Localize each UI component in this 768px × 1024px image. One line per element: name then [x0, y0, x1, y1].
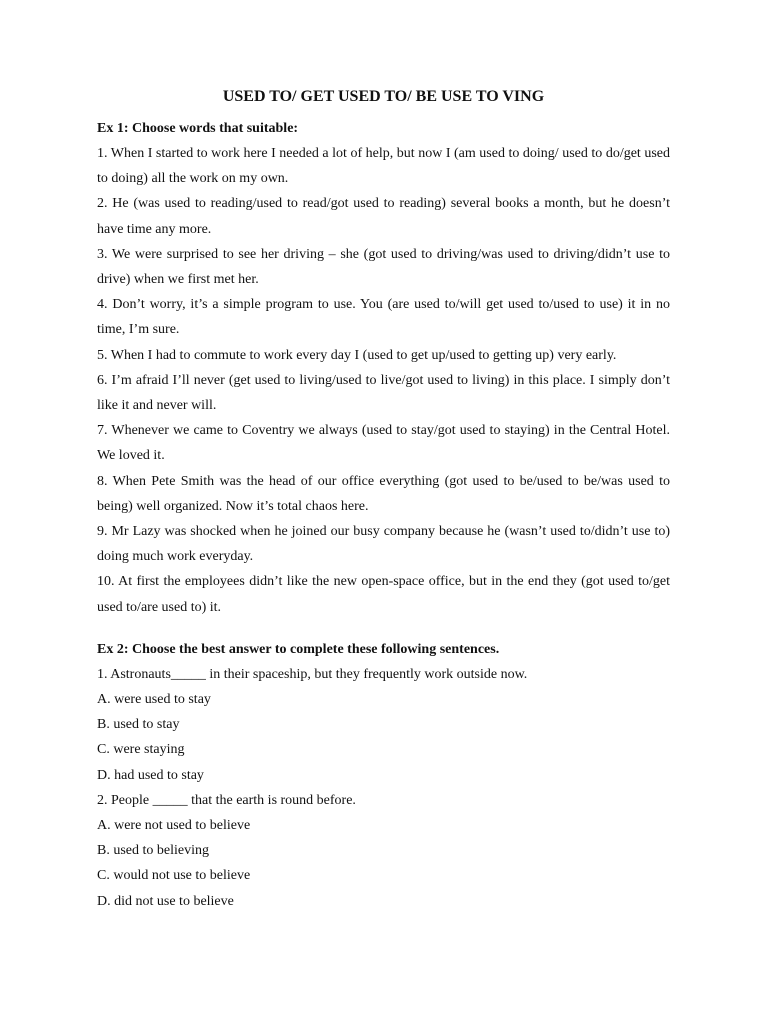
answer-option-a: A. were used to stay: [97, 692, 211, 708]
exercise-1-item: 6. I’m afraid I’ll never (get used to living/used to live/got used to living) in this place. I simply don’t like it and never will.: [97, 372, 670, 414]
exercise-2: [97, 637, 670, 914]
question-2: [97, 788, 670, 914]
answer-option-c: C. would not use to believe: [97, 868, 251, 884]
exercise-1-item: 8. When Pete Smith was the head of our office everything (got used to be/used to be/was used to being) well organized. Now it’s total chaos here.: [97, 473, 670, 514]
answer-option-a: A. were not used to believe: [97, 818, 251, 834]
exercise-1-item: 2. He (was used to reading/used to read/got used to reading) several books a month, but he doesn’t have time any more.: [97, 196, 670, 237]
section-spacer: [97, 620, 670, 637]
answer-option-c: C. were staying: [97, 742, 185, 758]
exercise-2-heading: Ex 2: Choose the best answer to complete these following sentences.: [97, 641, 500, 657]
exercise-1-item: 3. We were surprised to see her driving – she (got used to driving/was used to driving/didn’t use to drive) when we first met her.: [97, 246, 670, 288]
answer-option-b: B. used to believing: [97, 843, 209, 859]
question-text: 2. People _____ that the earth is round before.: [97, 792, 356, 808]
exercise-1-item: 5. When I had to commute to work every day I (used to get up/used to getting up) very early.: [97, 347, 617, 363]
exercise-1: [97, 116, 670, 620]
worksheet-title: USED TO/ GET USED TO/ BE USE TO VING: [222, 88, 545, 105]
exercise-1-item: 10. At first the employees didn’t like the new open-space office, but in the end they (got used to/get used to/are used to) it.: [97, 574, 670, 615]
exercise-1-heading: Ex 1: Choose words that suitable:: [97, 121, 299, 136]
exercise-1-item: 4. Don’t worry, it’s a simple program to use. You (are used to/will get used to/used to use) it in no time, I’m sure.: [97, 297, 670, 338]
exercise-1-item: 1. When I started to work here I needed a lot of help, but now I (am used to doing/ used to do/get used to doing) all the work on my own.: [97, 146, 670, 187]
exercise-1-item: 7. Whenever we came to Coventry we always (used to stay/got used to staying) in the Central Hotel. We loved it.: [97, 423, 670, 464]
answer-option-b: B. used to stay: [97, 717, 180, 733]
question-1: [97, 662, 670, 788]
answer-option-d: D. had used to stay: [97, 767, 204, 783]
exercise-1-item: 9. Mr Lazy was shocked when he joined our busy company because he (wasn’t used to/didn’t use to) doing much work everyday.: [97, 524, 670, 565]
question-text: 1. Astronauts_____ in their spaceship, but they frequently work outside now.: [97, 666, 528, 682]
worksheet-page: [97, 86, 670, 914]
answer-option-d: D. did not use to believe: [97, 893, 234, 909]
